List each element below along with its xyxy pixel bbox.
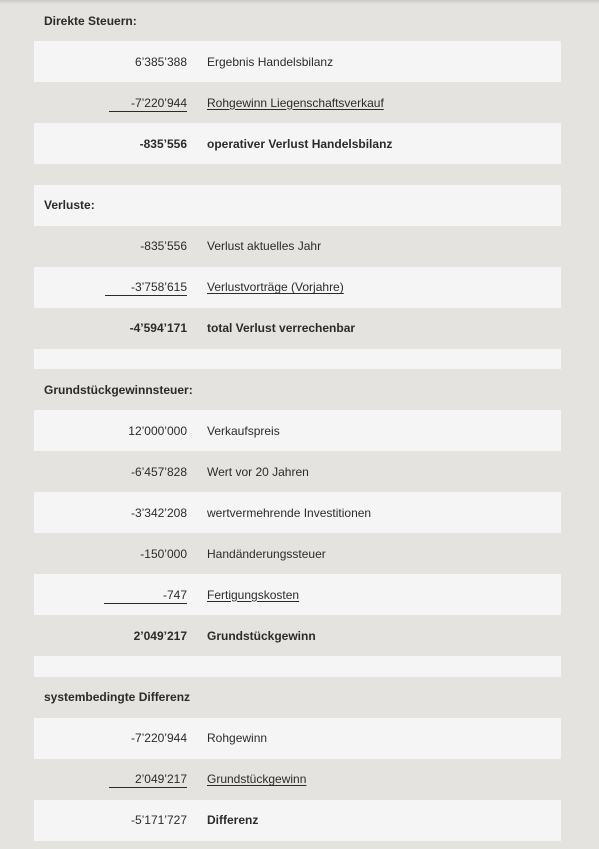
row-amount: -3’342’208 bbox=[130, 505, 187, 520]
row-label: Fertigungskosten bbox=[207, 587, 300, 602]
table-row-total bbox=[34, 308, 561, 349]
row-label: Verlustvorträge (Vorjahre) bbox=[207, 280, 344, 294]
row-label: Grundstückgewinn bbox=[207, 772, 307, 786]
row-amount-underlined bbox=[34, 280, 187, 294]
section-heading-row bbox=[34, 185, 561, 226]
table-row bbox=[34, 492, 561, 533]
table-row bbox=[34, 82, 561, 123]
table-row bbox=[34, 41, 561, 82]
row-amount: -6’457’828 bbox=[130, 464, 187, 479]
row-label: Ergebnis Handelsbilanz bbox=[207, 54, 334, 69]
row-amount: -835’556 bbox=[140, 239, 187, 253]
table-row bbox=[34, 410, 561, 451]
row-amount-underlined bbox=[34, 96, 187, 110]
row-label: Rohgewinn Liegenschaftsverkauf bbox=[207, 95, 384, 110]
table-row bbox=[34, 574, 561, 615]
section-heading-verluste: Verluste: bbox=[44, 198, 95, 212]
section-heading-row bbox=[34, 677, 561, 718]
spacer-row bbox=[34, 164, 561, 185]
row-amount: 2’049’217 bbox=[133, 628, 187, 643]
table-row bbox=[34, 267, 561, 308]
row-amount-value: 2’049’217 bbox=[134, 772, 187, 786]
row-amount: 12’000’000 bbox=[128, 423, 187, 438]
row-label: wertvermehrende Investitionen bbox=[207, 505, 372, 520]
row-label: Wert vor 20 Jahren bbox=[207, 464, 309, 479]
row-label: operativer Verlust Handelsbilanz bbox=[207, 136, 393, 151]
row-amount: -835’556 bbox=[139, 136, 187, 151]
underline-rule bbox=[109, 111, 187, 112]
row-amount: 6’385’388 bbox=[134, 54, 187, 69]
tax-calculation-table bbox=[34, 0, 561, 841]
row-label: Differenz bbox=[207, 813, 259, 827]
row-label: Handänderungssteuer bbox=[207, 546, 326, 561]
underline-rule bbox=[105, 295, 187, 296]
underline-rule bbox=[104, 603, 187, 604]
section-heading-systembedingte-differenz: systembedingte Differenz bbox=[44, 690, 191, 704]
row-amount-value: -7’220’944 bbox=[130, 95, 187, 110]
table-row bbox=[34, 226, 561, 267]
row-amount: -7’220’944 bbox=[130, 731, 187, 745]
row-label: Rohgewinn bbox=[207, 731, 268, 745]
row-amount-underlined bbox=[34, 772, 187, 786]
table-row bbox=[34, 451, 561, 492]
table-row-total bbox=[34, 615, 561, 656]
row-amount: -150’000 bbox=[140, 546, 187, 561]
row-amount-value: -747 bbox=[162, 587, 187, 602]
row-amount-underlined bbox=[34, 588, 187, 602]
section-heading-row bbox=[34, 369, 561, 410]
section-heading-direkte-steuern: Direkte Steuern: bbox=[44, 13, 137, 28]
table-row bbox=[34, 718, 561, 759]
underline-rule bbox=[109, 787, 187, 788]
spacer-row bbox=[34, 349, 561, 370]
table-row bbox=[34, 759, 561, 800]
row-label: Verlust aktuelles Jahr bbox=[207, 239, 322, 253]
row-label: Verkaufspreis bbox=[207, 423, 280, 438]
row-amount-value: -3’758’615 bbox=[130, 280, 187, 294]
section-heading-grundstueckgewinnsteuer: Grundstückgewinnsteuer: bbox=[44, 382, 193, 397]
table-row-total bbox=[34, 123, 561, 164]
row-amount: -4’594’171 bbox=[129, 321, 187, 335]
row-amount: -5’171’727 bbox=[130, 813, 187, 827]
table-row bbox=[34, 533, 561, 574]
row-label: total Verlust verrechenbar bbox=[207, 321, 356, 335]
row-label: Grundstückgewinn bbox=[207, 628, 316, 643]
section-heading-row bbox=[34, 0, 561, 41]
spacer-row bbox=[34, 656, 561, 677]
table-row-total bbox=[34, 800, 561, 841]
